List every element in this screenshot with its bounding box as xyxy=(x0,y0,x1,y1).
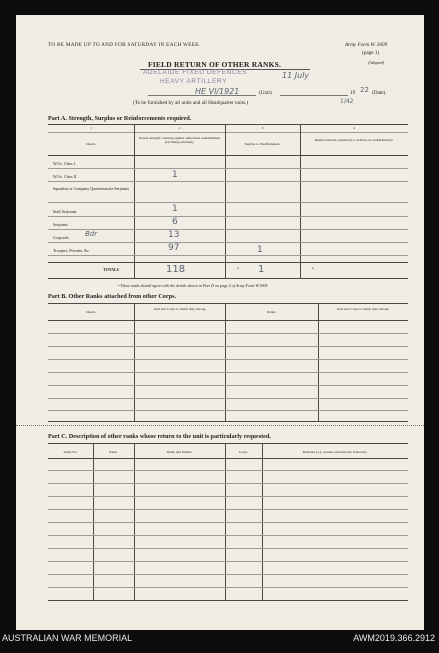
totals-reinf-mark: • xyxy=(312,266,314,272)
unit-stamp-line1: ADELAIDE FIXED DEFENCES xyxy=(143,69,248,76)
row-label-wo2: W.Os. Class II. xyxy=(53,174,78,179)
part-b-header-unit-2: Unit and Corps to which they belong. xyxy=(336,307,390,311)
archive-caption-left: AUSTRALIAN WAR MEMORIAL xyxy=(2,633,133,643)
page-number: (page 1) xyxy=(362,50,380,56)
unit-label: (Unit) xyxy=(259,90,272,96)
row-label-corporals: Corporals xyxy=(53,235,69,240)
col-header-reinforcements: Reinforcements required (i.e. deficits on establishment). xyxy=(314,138,394,142)
part-c-header-rule xyxy=(48,458,408,459)
totals-posted: 118 xyxy=(166,264,186,275)
part-b-row-rule xyxy=(48,333,408,334)
part-b-col-divider-3 xyxy=(318,303,319,421)
posted-serjeants: 6 xyxy=(172,217,178,227)
part-c-row-rule xyxy=(48,587,408,588)
part-b-row-rule xyxy=(48,346,408,347)
totals-label: TOTALS xyxy=(103,267,119,272)
part-c-title: Part C. Description of other ranks whose return to the unit is particularly requested. xyxy=(48,433,271,440)
part-c-bottom-rule xyxy=(48,600,408,601)
part-a-top-rule xyxy=(48,124,408,125)
part-c-row-rule xyxy=(48,496,408,497)
row-rule xyxy=(48,229,408,230)
form-id: Army Form W. 3009 xyxy=(345,42,388,48)
part-a-number-rule xyxy=(48,132,408,133)
row-label-wo1: W.Os. Class I. xyxy=(53,161,76,166)
part-b-row-rule xyxy=(48,410,408,411)
row-label-cqms: Squadron or Company Quartermaster-Serjeants xyxy=(53,186,130,191)
posted-corporals: 13 xyxy=(168,230,180,240)
part-c-row-rule xyxy=(48,548,408,549)
part-c-header-name: Name and Initials. xyxy=(166,450,193,454)
part-b-top-rule xyxy=(48,303,408,304)
part-b-row-rule xyxy=(48,385,408,386)
col-number-1: 1 xyxy=(90,126,92,130)
totals-surplus: 1 xyxy=(258,264,265,275)
row-rule xyxy=(48,242,408,243)
part-c-row-rule xyxy=(48,483,408,484)
archive-caption-right: AWM2019.366.2912 xyxy=(353,633,435,643)
part-c-row-rule xyxy=(48,509,408,510)
part-a-title: Part A. Strength, Surplus or Reinforcements required. xyxy=(48,115,192,122)
part-c-header-corps: Corps. xyxy=(238,450,249,454)
part-a-header-rule xyxy=(48,155,408,156)
part-b-title: Part B. Other Ranks attached from other Corps. xyxy=(48,293,177,300)
posted-troopers: 97 xyxy=(168,243,180,253)
row-label-troopers: Troopers, Privates, &c. xyxy=(53,248,91,253)
year-prefix: 19 xyxy=(350,90,356,96)
col-number-3: 3 xyxy=(261,126,264,130)
part-b-header-detail-1: Detail. xyxy=(86,310,96,314)
row-rule xyxy=(48,216,408,217)
col-header-posted: Posted strength counting against authorized establishment (excluding attached). xyxy=(138,136,221,145)
part-c-top-rule xyxy=(48,443,408,444)
col-header-surplus: Surplus to Establishment. xyxy=(244,142,281,146)
date-label: (Date). xyxy=(372,90,387,96)
part-a-footnote: • These totals should agree with the details shown in Part D on page 2 of Army Form W.3009. xyxy=(118,283,269,288)
totals-surplus-mark: • xyxy=(237,266,239,272)
handwritten-date: 11 July xyxy=(282,71,310,80)
form-subtitle: (To be furnished by all units and all Headquarter units.) xyxy=(133,100,249,106)
part-b-row-rule xyxy=(48,398,408,399)
row-label-staff-serjeants: Staff Serjeants xyxy=(53,209,77,214)
col-header-detail: Detail. xyxy=(86,142,96,146)
perforation-line xyxy=(16,425,424,426)
part-b-row-rule xyxy=(48,359,408,360)
row-rule xyxy=(48,168,408,169)
header-instruction: TO BE MADE UP TO AND FOR SATURDAY IN EACH WEEK. xyxy=(48,42,201,48)
handwritten-year: 22 xyxy=(360,86,369,94)
handwritten-bdr-note: Bdr xyxy=(85,230,98,238)
part-a-bottom-rule xyxy=(48,262,408,263)
posted-staff-serjeants: 1 xyxy=(172,204,178,214)
unit-rule xyxy=(148,95,256,96)
part-c-row-rule xyxy=(48,522,408,523)
part-b-bottom-rule xyxy=(48,421,408,422)
row-rule xyxy=(48,202,408,203)
part-b-header-detail-2: Detail. xyxy=(266,310,277,314)
handwritten-unit: HE Vl/1921 xyxy=(195,87,240,96)
part-c-row-rule xyxy=(48,470,408,471)
part-c-row-rule xyxy=(48,535,408,536)
part-c-header-army-no: Army No. xyxy=(63,450,78,454)
date-rule xyxy=(280,95,348,96)
part-b-header-unit-1: Unit and Corps to which they belong. xyxy=(153,307,207,311)
adapted-note: (Adapted) xyxy=(368,60,384,65)
col-number-2: 2 xyxy=(178,126,181,130)
part-c-header-rank: Rank. xyxy=(109,450,118,454)
part-b-header-rule xyxy=(48,320,408,321)
unit-stamp-line2: HEAVY ARTILLERY xyxy=(160,78,228,85)
part-b-center-divider xyxy=(225,303,226,421)
part-c-header-remarks: Remarks (e.g. present whereabouts if known). xyxy=(302,450,368,454)
part-c-row-rule xyxy=(48,574,408,575)
totals-bottom-rule xyxy=(48,278,408,279)
handwritten-extra: 1/42 xyxy=(340,98,354,105)
col-number-4: 4 xyxy=(353,126,355,130)
form-page xyxy=(16,15,424,630)
part-c-row-rule xyxy=(48,561,408,562)
part-b-row-rule xyxy=(48,372,408,373)
part-b-col-divider-1 xyxy=(134,303,135,421)
surplus-troopers: 1 xyxy=(257,245,263,255)
row-rule xyxy=(48,181,408,182)
posted-wo2: 1 xyxy=(172,170,178,180)
row-rule xyxy=(48,255,408,256)
row-label-serjeants: Serjeants xyxy=(53,222,68,227)
form-title: FIELD RETURN OF OTHER RANKS. xyxy=(148,60,282,69)
